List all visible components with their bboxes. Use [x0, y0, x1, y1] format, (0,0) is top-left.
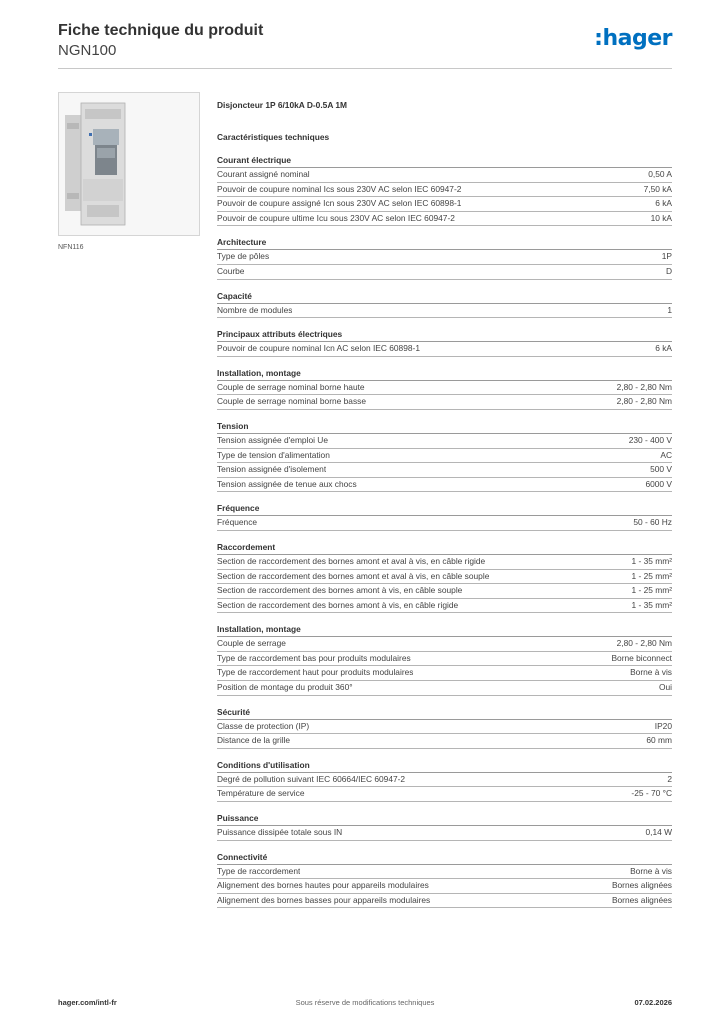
- spec-label: Type de raccordement bas pour produits modulaires: [217, 652, 411, 663]
- spec-value: Borne à vis: [630, 865, 672, 876]
- spec-row: [217, 599, 672, 614]
- section-title: Conditions d'utilisation: [217, 759, 672, 773]
- spec-label: Courant assigné nominal: [217, 169, 310, 179]
- spec-row: [217, 250, 672, 265]
- spec-value: Bornes alignées: [611, 894, 672, 905]
- spec-label: Pouvoir de coupure nominal Icn AC selon IEC 60898-1: [217, 343, 420, 354]
- spec-label: Distance de la grille: [217, 735, 291, 746]
- spec-section: [217, 812, 672, 841]
- spec-value: IP20: [654, 720, 672, 731]
- spec-label: Couple de serrage: [217, 638, 286, 649]
- spec-label: Type de raccordement haut pour produits modulaires: [217, 667, 414, 678]
- tech-specs-title: Caractéristiques techniques: [217, 132, 330, 142]
- section-title: Installation, montage: [217, 367, 672, 381]
- spec-row: [217, 381, 672, 396]
- document-title: Fiche technique du produit: [58, 22, 264, 39]
- spec-row: [217, 463, 672, 478]
- spec-value: 2,80 - 2,80 Nm: [616, 381, 672, 392]
- footer-disclaimer: Sous réserve de modifications techniques: [295, 998, 435, 1007]
- section-title: Architecture: [217, 236, 672, 250]
- spec-label: Classe de protection (IP): [217, 720, 310, 731]
- spec-label: Pouvoir de coupure ultime Icu sous 230V AC selon IEC 60947-2: [217, 212, 455, 223]
- spec-label: Courbe: [217, 265, 245, 276]
- spec-row: [217, 168, 672, 183]
- spec-label: Puissance dissipée totale sous IN: [217, 827, 343, 838]
- spec-value: 1 - 35 mm²: [631, 599, 672, 610]
- spec-section: [217, 623, 672, 695]
- spec-row: [217, 734, 672, 749]
- spec-value: 230 - 400 V: [628, 434, 672, 445]
- spec-row: [217, 212, 672, 227]
- footer-website: hager.com/intl-fr: [58, 998, 117, 1007]
- spec-section: [217, 328, 672, 357]
- spec-value: 7,50 kA: [643, 183, 672, 194]
- spec-row: [217, 449, 672, 464]
- image-caption: NFN116: [58, 244, 84, 251]
- spec-value: 1: [667, 304, 672, 315]
- spec-row: [217, 894, 672, 909]
- spec-label: Type de pôles: [217, 251, 270, 262]
- spec-section: [217, 502, 672, 531]
- spec-row: [217, 516, 672, 531]
- spec-row: [217, 395, 672, 410]
- spec-value: 10 kA: [650, 212, 672, 223]
- spec-row: [217, 555, 672, 570]
- spec-value: 1 - 35 mm²: [631, 555, 672, 566]
- spec-label: Position de montage du produit 360°: [217, 682, 353, 693]
- spec-row: [217, 652, 672, 667]
- spec-row: [217, 826, 672, 841]
- spec-row: [217, 197, 672, 212]
- spec-row: [217, 637, 672, 652]
- spec-value: 6 kA: [655, 343, 672, 354]
- section-title: Raccordement: [217, 541, 672, 555]
- spec-value: 50 - 60 Hz: [633, 517, 672, 528]
- spec-row: [217, 183, 672, 198]
- spec-section: [217, 759, 672, 802]
- spec-value: 0,14 W: [645, 827, 672, 838]
- spec-row: [217, 666, 672, 681]
- hager-logo: :hager: [594, 26, 672, 51]
- spec-label: Couple de serrage nominal borne basse: [217, 396, 366, 407]
- spec-label: Section de raccordement des bornes amont à vis, en câble rigide: [217, 599, 459, 610]
- spec-row: [217, 879, 672, 894]
- spec-label: Fréquence: [217, 517, 258, 528]
- spec-value: Borne biconnect: [611, 652, 672, 663]
- spec-section: [217, 290, 672, 319]
- spec-value: 1P: [661, 251, 672, 262]
- spec-value: 6000 V: [645, 478, 672, 489]
- circuit-breaker-illustration: [59, 93, 199, 235]
- spec-value: AC: [660, 449, 672, 460]
- spec-section: [217, 541, 672, 613]
- spec-label: Type de tension d'alimentation: [217, 449, 330, 460]
- section-title: Principaux attributs électriques: [217, 328, 672, 342]
- header-divider: [58, 68, 672, 69]
- spec-row: [217, 570, 672, 585]
- spec-row: [217, 342, 672, 357]
- spec-section: [217, 851, 672, 909]
- spec-label: Section de raccordement des bornes amont à vis, en câble souple: [217, 585, 463, 596]
- spec-label: Pouvoir de coupure assigné Icn sous 230V AC selon IEC 60898-1: [217, 198, 462, 209]
- section-title: Fréquence: [217, 502, 672, 516]
- spec-row: [217, 265, 672, 280]
- spec-label: Tension assignée d'emploi Ue: [217, 434, 329, 445]
- spec-value: -25 - 70 °C: [631, 788, 672, 799]
- spec-section: [217, 420, 672, 492]
- spec-value: D: [665, 265, 672, 276]
- spec-value: 1 - 25 mm²: [631, 585, 672, 596]
- spec-value: 2,80 - 2,80 Nm: [616, 396, 672, 407]
- spec-label: Nombre de modules: [217, 304, 293, 315]
- spec-content: [217, 98, 672, 908]
- section-title: Installation, montage: [217, 623, 672, 637]
- spec-row: [217, 787, 672, 802]
- spec-row: [217, 304, 672, 319]
- spec-row: [217, 720, 672, 735]
- spec-label: Tension assignée de tenue aux chocs: [217, 478, 357, 489]
- spec-row: [217, 478, 672, 493]
- spec-label: Section de raccordement des bornes amont et aval à vis, en câble souple: [217, 570, 490, 581]
- spec-label: Tension assignée d'isolement: [217, 464, 327, 475]
- spec-label: Section de raccordement des bornes amont et aval à vis, en câble rigide: [217, 555, 486, 566]
- page-header: [58, 20, 672, 70]
- section-title: Courant électrique: [217, 154, 672, 168]
- spec-row: [217, 681, 672, 696]
- footer-date: 07.02.2026: [634, 998, 672, 1007]
- spec-label: Pouvoir de coupure nominal Ics sous 230V AC selon IEC 60947-2: [217, 183, 462, 194]
- spec-value: Borne à vis: [630, 667, 672, 678]
- spec-label: Alignement des bornes hautes pour appareils modulaires: [217, 880, 429, 891]
- spec-label: Température de service: [217, 788, 305, 799]
- product-image: [58, 92, 200, 236]
- spec-section: [217, 706, 672, 749]
- spec-row: [217, 584, 672, 599]
- spec-row: [217, 865, 672, 880]
- spec-value: 2,80 - 2,80 Nm: [616, 638, 672, 649]
- spec-section: [217, 236, 672, 279]
- product-reference: NGN100: [58, 42, 117, 59]
- spec-value: 1 - 25 mm²: [631, 570, 672, 581]
- section-title: Connectivité: [217, 851, 672, 865]
- spec-value: 6 kA: [655, 198, 672, 209]
- spec-label: Degré de pollution suivant IEC 60664/IEC 60947-2: [217, 773, 406, 784]
- spec-value: 60 mm: [646, 735, 672, 746]
- section-title: Capacité: [217, 290, 672, 304]
- spec-section: [217, 154, 672, 226]
- spec-section: [217, 367, 672, 410]
- spec-value: 2: [667, 773, 672, 784]
- spec-value: 500 V: [650, 464, 672, 475]
- spec-label: Alignement des bornes basses pour appareils modulaires: [217, 894, 431, 905]
- spec-row: [217, 434, 672, 449]
- spec-label: Couple de serrage nominal borne haute: [217, 381, 365, 392]
- spec-value: Oui: [658, 682, 672, 693]
- spec-sections: [217, 154, 672, 908]
- spec-label: Type de raccordement: [217, 865, 301, 876]
- product-name: Disjoncteur 1P 6/10kA D-0.5A 1M: [217, 100, 348, 110]
- spec-value: 0,50 A: [648, 169, 672, 179]
- spec-row: [217, 773, 672, 788]
- section-title: Tension: [217, 420, 672, 434]
- section-title: Puissance: [217, 812, 672, 826]
- spec-value: Bornes alignées: [611, 880, 672, 891]
- section-title: Sécurité: [217, 706, 672, 720]
